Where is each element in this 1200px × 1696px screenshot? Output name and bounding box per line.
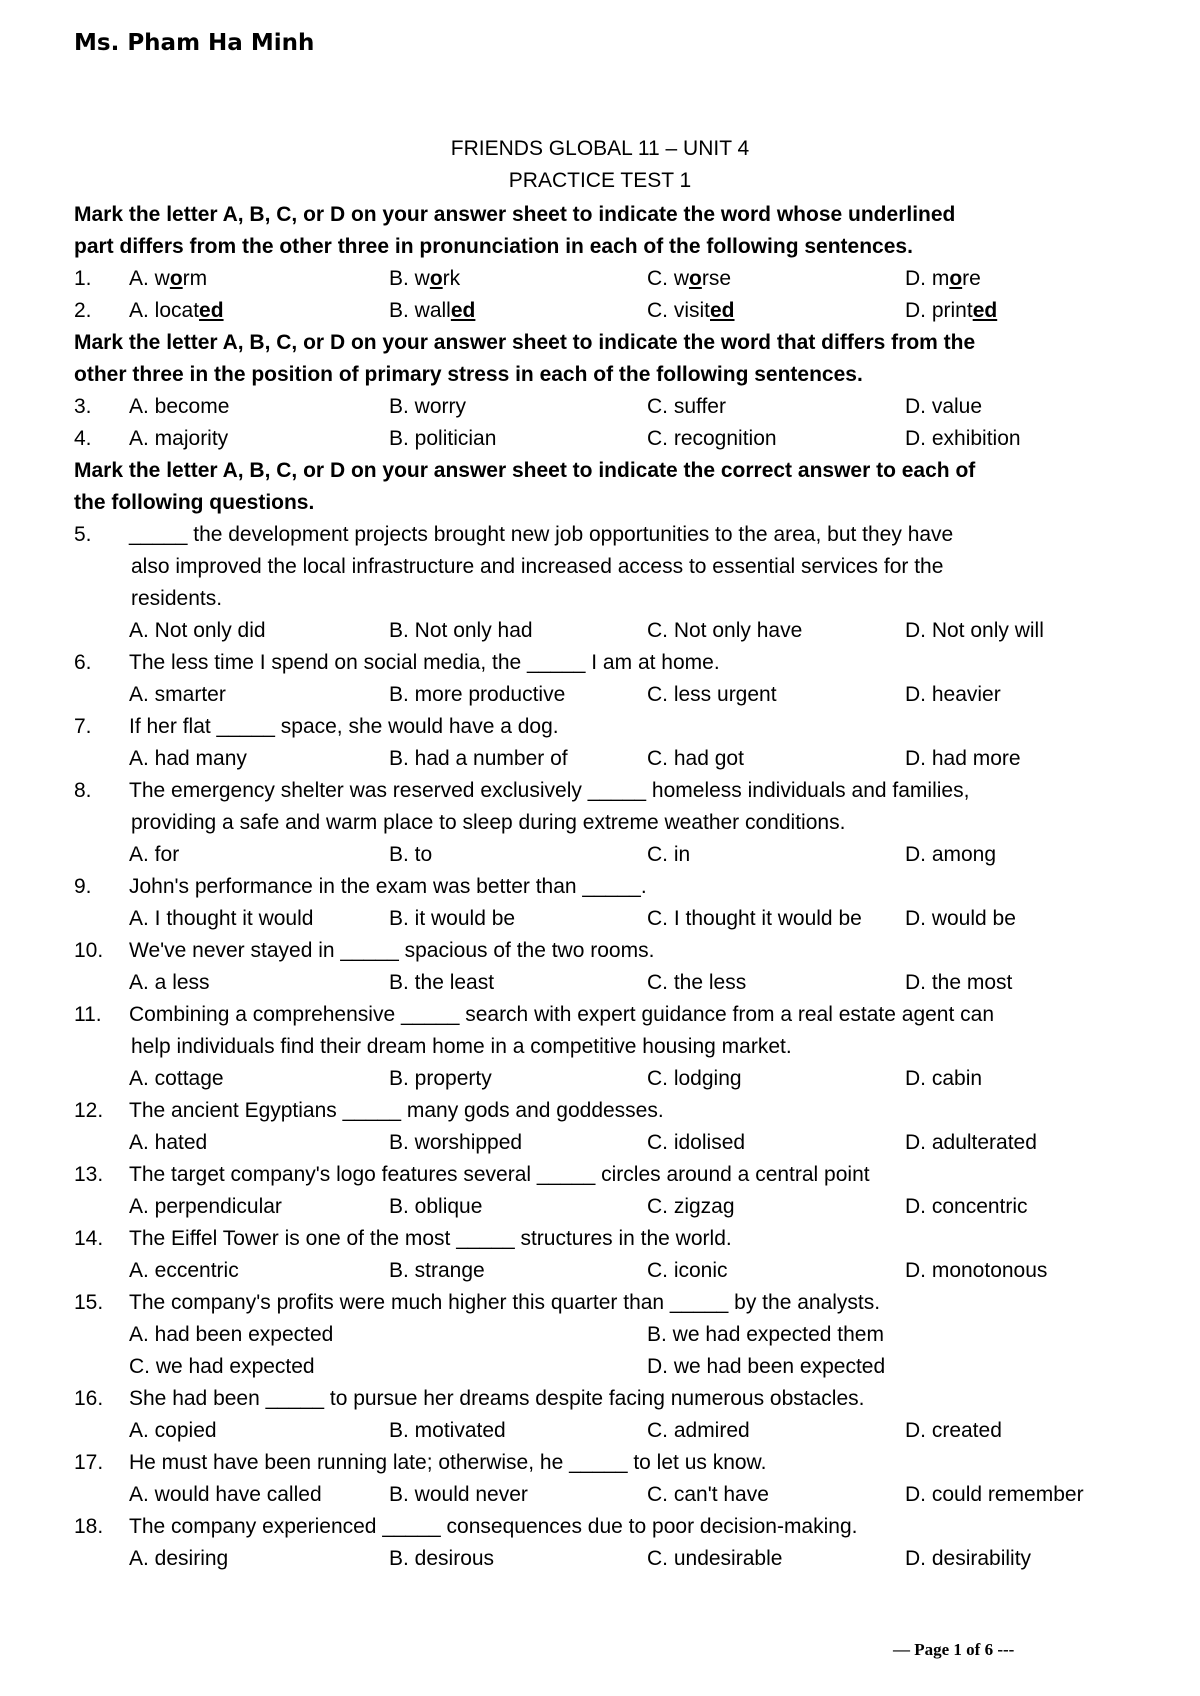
- answer-option: C. Not only have: [647, 619, 803, 642]
- question-stem: [74, 1223, 1154, 1255]
- answer-row: [74, 679, 1154, 711]
- answer-option: A. eccentric: [129, 1259, 239, 1282]
- question-number: 2.: [74, 299, 92, 322]
- answer-row: [74, 1543, 1154, 1575]
- answer-row: [74, 743, 1154, 775]
- question-number: 18.: [74, 1515, 104, 1538]
- question-stem: [74, 871, 1154, 903]
- question-stem-continued: [74, 551, 1154, 583]
- answer-option: D. more: [905, 267, 981, 290]
- answer-row: [74, 1351, 1154, 1383]
- answer-row: [74, 1319, 1154, 1351]
- answer-option: B. we had expected them: [647, 1323, 884, 1346]
- answer-option: B. desirous: [389, 1547, 495, 1570]
- answer-option: B. it would be: [389, 907, 516, 930]
- question-stem: [74, 935, 1154, 967]
- answer-option: B. Not only had: [389, 619, 533, 642]
- question-text: The emergency shelter was reserved exclusively _____ homeless individuals and families,: [129, 779, 970, 802]
- answer-option: D. exhibition: [905, 427, 1021, 450]
- answer-option: C. undesirable: [647, 1547, 783, 1570]
- answer-row: [74, 615, 1154, 647]
- question-number: 9.: [74, 875, 92, 898]
- answer-option: C. I thought it would be: [647, 907, 862, 930]
- answer-option: A. Not only did: [129, 619, 266, 642]
- answer-option: D. adulterated: [905, 1131, 1037, 1154]
- question-text: John's performance in the exam was better than _____.: [129, 875, 647, 898]
- question-text: The ancient Egyptians _____ many gods and goddesses.: [129, 1099, 664, 1122]
- answer-option: B. oblique: [389, 1195, 483, 1218]
- answer-option: B. motivated: [389, 1419, 506, 1442]
- question-row: [74, 295, 1154, 327]
- answer-option: B. worry: [389, 395, 467, 418]
- instruction-questions: Mark the letter A, B, C, or D on your answer sheet to indicate the correct answer to each of the following questions.: [74, 459, 976, 514]
- question-number: 12.: [74, 1099, 104, 1122]
- question-row: [74, 423, 1154, 455]
- answer-option: C. iconic: [647, 1259, 728, 1282]
- question-stem: [74, 1383, 1154, 1415]
- question-stem: [74, 1287, 1154, 1319]
- answer-option: A. copied: [129, 1419, 217, 1442]
- answer-option: C. recognition: [647, 427, 777, 450]
- question-text: providing a safe and warm place to sleep during extreme weather conditions.: [131, 811, 846, 834]
- question-stem-continued: [74, 1031, 1154, 1063]
- underlined-part: o: [429, 267, 443, 290]
- answer-option: A. hated: [129, 1131, 208, 1154]
- question-text: Combining a comprehensive _____ search with expert guidance from a real estate agent can: [129, 1003, 995, 1026]
- page-footer: — Page 1 of 6 ---: [893, 1640, 1015, 1659]
- answer-option: C. lodging: [647, 1067, 742, 1090]
- answer-option: A. desiring: [129, 1547, 229, 1570]
- answer-row: [74, 839, 1154, 871]
- question-text: The company's profits were much higher this quarter than _____ by the analysts.: [129, 1291, 881, 1314]
- question-row: [74, 263, 1154, 295]
- answer-option: D. among: [905, 843, 997, 866]
- answer-option: D. could remember: [905, 1483, 1084, 1506]
- question-number: 15.: [74, 1291, 104, 1314]
- question-text: The Eiffel Tower is one of the most _____ structures in the world.: [129, 1227, 732, 1250]
- answer-option: D. cabin: [905, 1067, 983, 1090]
- answer-option: A. located: [129, 299, 224, 322]
- question-text: residents.: [131, 587, 223, 610]
- question-number: 3.: [74, 395, 92, 418]
- answer-option: C. we had expected: [129, 1355, 315, 1378]
- answer-option: C. can't have: [647, 1483, 769, 1506]
- question-number: 1.: [74, 267, 92, 290]
- answer-option: C. the less: [647, 971, 747, 994]
- answer-option: D. printed: [905, 299, 998, 322]
- test-content: [74, 199, 1154, 1575]
- question-number: 14.: [74, 1227, 104, 1250]
- question-number: 17.: [74, 1451, 104, 1474]
- answer-option: B. worshipped: [389, 1131, 523, 1154]
- answer-option: A. majority: [129, 427, 229, 450]
- answer-option: C. admired: [647, 1419, 750, 1442]
- answer-option: A. a less: [129, 971, 210, 994]
- answer-option: D. concentric: [905, 1195, 1028, 1218]
- answer-row: [74, 1479, 1154, 1511]
- answer-option: D. created: [905, 1419, 1002, 1442]
- question-stem: [74, 1095, 1154, 1127]
- question-text: also improved the local infrastructure and increased access to essential services for the: [131, 555, 944, 578]
- question-stem: [74, 1511, 1154, 1543]
- answer-option: C. less urgent: [647, 683, 777, 706]
- answer-option: D. had more: [905, 747, 1021, 770]
- author-name: Ms. Pham Ha Minh: [74, 30, 315, 56]
- question-text: She had been _____ to pursue her dreams despite facing numerous obstacles.: [129, 1387, 865, 1410]
- question-stem: [74, 1447, 1154, 1479]
- question-row: [74, 391, 1154, 423]
- answer-option: A. perpendicular: [129, 1195, 282, 1218]
- answer-row: [74, 1255, 1154, 1287]
- question-stem: [74, 775, 1154, 807]
- answer-option: C. had got: [647, 747, 744, 770]
- question-number: 13.: [74, 1163, 104, 1186]
- question-stem: [74, 711, 1154, 743]
- answer-option: B. more productive: [389, 683, 566, 706]
- answer-option: A. worm: [129, 267, 208, 290]
- document-title: FRIENDS GLOBAL 11 – UNIT 4: [450, 137, 750, 160]
- question-number: 4.: [74, 427, 92, 450]
- underlined-part: ed: [710, 299, 735, 322]
- question-text: _____ the development projects brought new job opportunities to the area, but they have: [129, 523, 954, 546]
- instruction-pronunciation: Mark the letter A, B, C, or D on your answer sheet to indicate the word whose underlined part differs from the other three in pronunciation in each of the following sentences.: [74, 203, 956, 258]
- answer-option: B. had a number of: [389, 747, 568, 770]
- question-number: 6.: [74, 651, 92, 674]
- answer-option: B. would never: [389, 1483, 528, 1506]
- answer-option: A. had been expected: [129, 1323, 334, 1346]
- answer-option: D. Not only will: [905, 619, 1044, 642]
- answer-row: [74, 967, 1154, 999]
- underlined-part: ed: [450, 299, 476, 322]
- question-stem: [74, 999, 1154, 1031]
- question-text: We've never stayed in _____ spacious of the two rooms.: [129, 939, 655, 962]
- answer-option: A. would have called: [129, 1483, 322, 1506]
- question-stem: [74, 647, 1154, 679]
- question-number: 5.: [74, 523, 92, 546]
- instruction-stress: Mark the letter A, B, C, or D on your answer sheet to indicate the word that differs from the other three in the position of primary stress in each of the following sentences.: [74, 331, 976, 386]
- question-stem: [74, 1159, 1154, 1191]
- answer-option: B. strange: [389, 1259, 485, 1282]
- answer-row: [74, 1063, 1154, 1095]
- answer-option: D. would be: [905, 907, 1016, 930]
- underlined-part: o: [169, 267, 183, 290]
- answer-option: A. cottage: [129, 1067, 224, 1090]
- answer-option: A. for: [129, 843, 180, 866]
- underlined-part: o: [689, 267, 702, 290]
- answer-option: C. worse: [647, 267, 732, 290]
- answer-option: A. had many: [129, 747, 247, 770]
- underlined-part: ed: [199, 299, 224, 322]
- answer-option: D. desirability: [905, 1547, 1032, 1570]
- answer-option: D. we had been expected: [647, 1355, 886, 1378]
- question-stem-continued: [74, 807, 1154, 839]
- answer-row: [74, 1127, 1154, 1159]
- answer-option: C. visited: [647, 299, 735, 322]
- answer-option: D. value: [905, 395, 983, 418]
- question-number: 11.: [74, 1003, 102, 1026]
- answer-option: C. in: [647, 843, 691, 866]
- answer-option: B. to: [389, 843, 433, 866]
- answer-option: B. the least: [389, 971, 495, 994]
- question-text: If her flat _____ space, she would have a dog.: [129, 715, 559, 738]
- question-text: The company experienced _____ consequences due to poor decision-making.: [129, 1515, 858, 1538]
- question-text: The less time I spend on social media, the _____ I am at home.: [129, 651, 720, 674]
- answer-option: A. become: [129, 395, 230, 418]
- answer-option: D. the most: [905, 971, 1013, 994]
- document-subtitle: PRACTICE TEST 1: [508, 169, 692, 192]
- answer-option: B. property: [389, 1067, 492, 1090]
- answer-option: A. smarter: [129, 683, 226, 706]
- question-stem: [74, 519, 1154, 551]
- answer-row: [74, 1191, 1154, 1223]
- question-number: 10.: [74, 939, 104, 962]
- answer-option: B. walled: [389, 299, 476, 322]
- underlined-part: o: [949, 267, 963, 290]
- underlined-part: ed: [972, 299, 998, 322]
- answer-option: C. suffer: [647, 395, 726, 418]
- question-text: The target company's logo features several _____ circles around a central point: [129, 1163, 870, 1186]
- answer-option: D. heavier: [905, 683, 1001, 706]
- answer-option: A. I thought it would: [129, 907, 314, 930]
- question-text: help individuals find their dream home in a competitive housing market.: [131, 1035, 792, 1058]
- answer-option: C. zigzag: [647, 1195, 735, 1218]
- answer-option: D. monotonous: [905, 1259, 1048, 1282]
- question-number: 16.: [74, 1387, 104, 1410]
- question-stem-continued: [74, 583, 1154, 615]
- question-text: He must have been running late; otherwise, he _____ to let us know.: [129, 1451, 767, 1474]
- question-number: 7.: [74, 715, 92, 738]
- answer-option: B. work: [389, 267, 461, 290]
- question-number: 8.: [74, 779, 92, 802]
- answer-option: B. politician: [389, 427, 497, 450]
- answer-row: [74, 903, 1154, 935]
- answer-option: C. idolised: [647, 1131, 746, 1154]
- answer-row: [74, 1415, 1154, 1447]
